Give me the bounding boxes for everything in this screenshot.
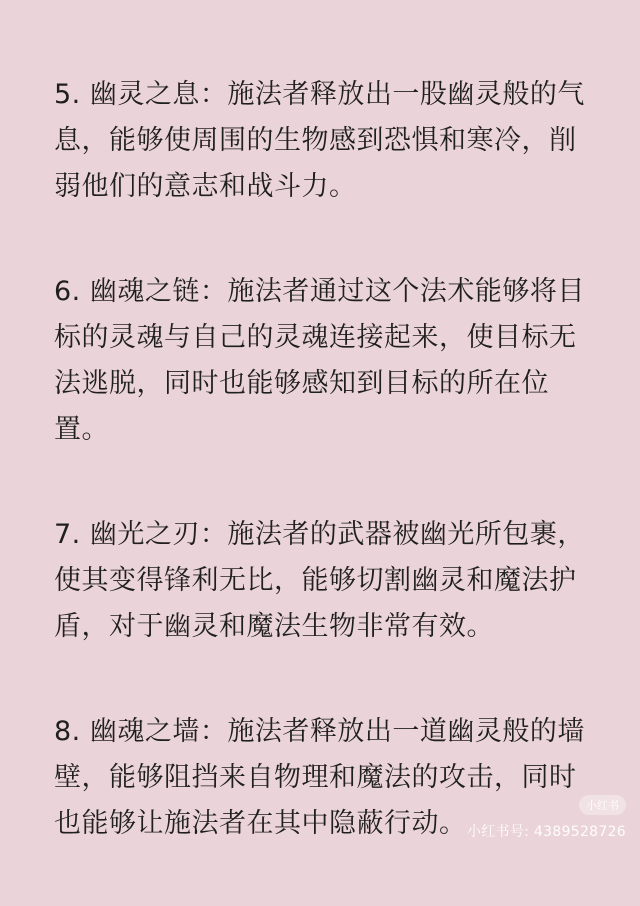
- watermark-id: 小红书号: 4389528726: [466, 824, 626, 840]
- document-body: [54, 72, 594, 906]
- paragraph-6: 6. 幽魂之链：施法者通过这个法术能够将目标的灵魂与自己的灵魂连接起来，使目标无法逃脱，同时也能够感知到目标的所在位置。: [54, 276, 585, 445]
- paragraph-7: 7. 幽光之刃：施法者的武器被幽光所包裹，使其变得锋利无比，能够切割幽灵和魔法护盾，对于幽灵和魔法生物非常有效。: [54, 519, 585, 642]
- watermark-logo: 小红书: [579, 795, 626, 815]
- paragraph-8: 8. 幽魂之墙：施法者释放出一道幽灵般的墙壁，能够阻挡来自物理和魔法的攻击，同时也能够让施法者在其中隐蔽行动。: [54, 716, 585, 839]
- watermark: [467, 794, 626, 841]
- paragraph-5: 5. 幽灵之息：施法者释放出一股幽灵般的气息，能够使周围的生物感到恐惧和寒冷，削弱他们的意志和战斗力。: [54, 79, 585, 202]
